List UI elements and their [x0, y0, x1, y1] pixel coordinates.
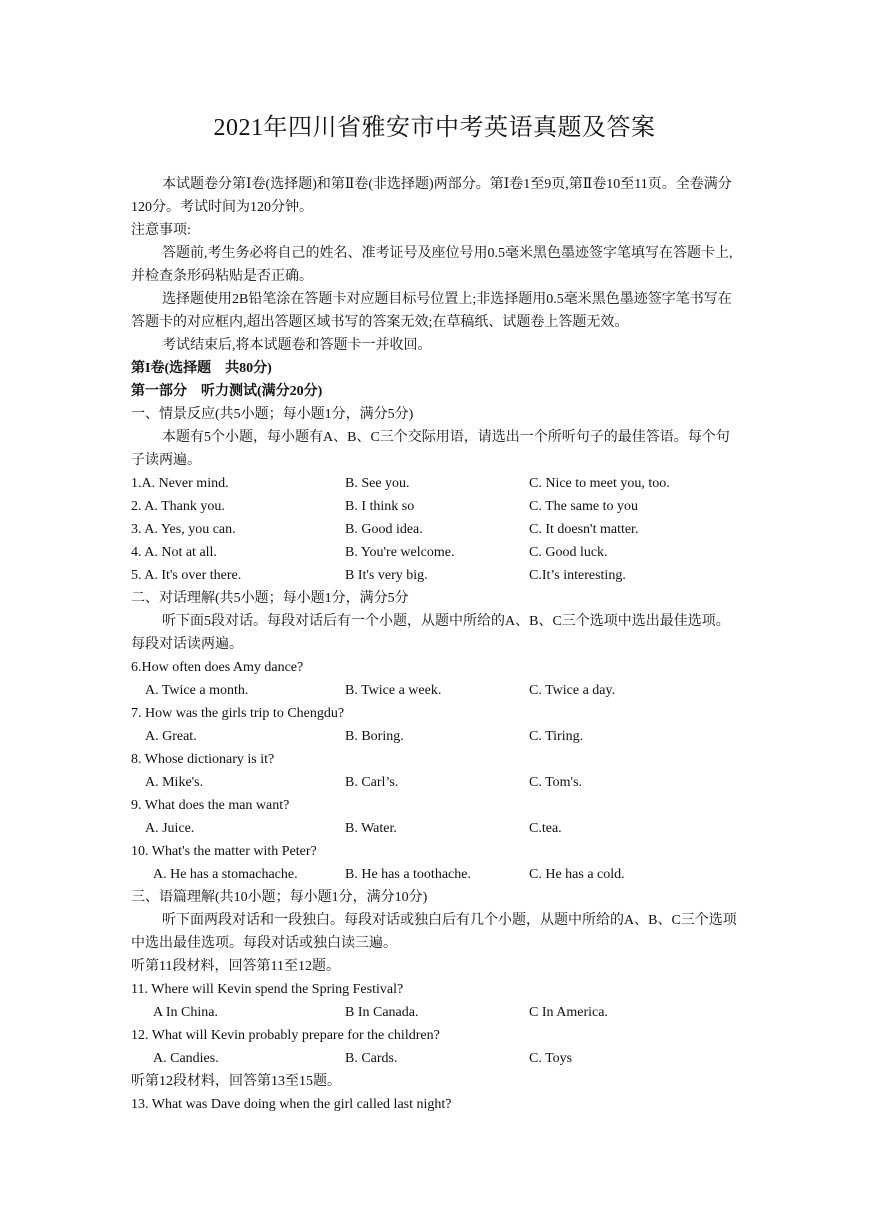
question-text: 6.How often does Amy dance? [131, 660, 304, 675]
options-row [131, 863, 743, 886]
notice-item-3: 考试结束后,将本试题卷和答题卡一并收回。 [162, 338, 432, 353]
option-c: C. Nice to meet you, too. [529, 476, 670, 491]
option-c: C In America. [529, 1005, 608, 1020]
option-a: A. Candies. [153, 1051, 219, 1066]
option-a: 5. A. It's over there. [131, 568, 242, 583]
option-b: B. Good idea. [345, 522, 423, 537]
options-row [131, 817, 743, 840]
options-row [131, 771, 743, 794]
material-note: 听第12段材料，回答第13至15题。 [131, 1074, 341, 1089]
option-b: B. See you. [345, 476, 410, 491]
options-row [131, 1047, 743, 1070]
option-a: A. Juice. [145, 821, 195, 836]
option-a: A. Twice a month. [145, 683, 249, 698]
question-row [131, 541, 743, 564]
intro-paragraph: 本试题卷分第Ⅰ卷(选择题)和第Ⅱ卷(非选择题)两部分。第Ⅰ卷1至9页,第Ⅱ卷10至11页。全卷满分120分。考试时间为120分钟。 [131, 177, 732, 215]
option-c: C. It doesn't matter. [529, 522, 639, 537]
question-row [131, 564, 743, 587]
sub3-instruction: 听下面两段对话和一段独白。每段对话或独白后有几个小题，从题中所给的A、B、C三个选项中选出最佳选项。每段对话或独白读三遍。 [131, 913, 737, 951]
option-c: C. Tom's. [529, 775, 583, 790]
option-b: B. You're welcome. [345, 545, 455, 560]
option-c: C. The same to you [529, 499, 639, 514]
option-a: 3. A. Yes, you can. [131, 522, 236, 537]
option-b: B. Boring. [345, 729, 404, 744]
question-text: 13. What was Dave doing when the girl called last night? [131, 1097, 452, 1112]
question-text: 7. How was the girls trip to Chengdu? [131, 706, 345, 721]
sub1-heading: 一、情景反应(共5小题；每小题1分，满分5分) [131, 407, 414, 422]
option-b: B. I think so [345, 499, 415, 514]
option-b: B In Canada. [345, 1005, 419, 1020]
question-text: 9. What does the man want? [131, 798, 290, 813]
sub1-instruction: 本题有5个小题，每小题有A、B、C三个交际用语，请选出一个所听句子的最佳答语。每个句子读两遍。 [131, 430, 730, 468]
page-title: 2021年四川省雅安市中考英语真题及答案 [213, 115, 656, 141]
material-note: 听第11段材料，回答第11至12题。 [131, 959, 340, 974]
option-b: B It's very big. [345, 568, 428, 583]
exam-content [131, 173, 743, 1116]
notice-item-1: 答题前,考生务必将自己的姓名、准考证号及座位号用0.5毫米黑色墨迹签字笔填写在答题卡上,并检查条形码粘贴是否正确。 [131, 246, 733, 284]
option-b: B. Cards. [345, 1051, 398, 1066]
notice-label: 注意事项: [131, 223, 191, 238]
option-c: C. He has a cold. [529, 867, 625, 882]
sub2-instruction: 听下面5段对话。每段对话后有一个小题，从题中所给的A、B、C三个选项中选出最佳选项。每段对话读两遍。 [131, 614, 730, 652]
question-row [131, 495, 743, 518]
option-a: A. Great. [145, 729, 197, 744]
option-b: B. He has a toothache. [345, 867, 471, 882]
option-c: C. Twice a day. [529, 683, 616, 698]
option-b: B. Water. [345, 821, 397, 836]
question-text: 12. What will Kevin probably prepare for the children? [131, 1028, 440, 1043]
question-row [131, 472, 743, 495]
sub2-heading: 二、对话理解(共5小题；每小题1分，满分5分 [131, 591, 409, 606]
option-a: A. He has a stomachache. [153, 867, 298, 882]
options-row [131, 1001, 743, 1024]
notice-item-2: 选择题使用2B铅笔涂在答题卡对应题目标号位置上;非选择题用0.5毫米黑色墨迹签字笔书写在答题卡的对应框内,超出答题区域书写的答案无效;在草稿纸、试题卷上答题无效。 [131, 292, 732, 330]
option-b: B. Twice a week. [345, 683, 442, 698]
option-a: 2. A. Thank you. [131, 499, 225, 514]
options-row [131, 679, 743, 702]
option-c: C. Toys [529, 1051, 573, 1066]
option-c: C. Tiring. [529, 729, 584, 744]
option-c: C.It’s interesting. [529, 568, 626, 583]
option-a: A. Mike's. [145, 775, 204, 790]
option-a: 4. A. Not at all. [131, 545, 217, 560]
option-c: C. Good luck. [529, 545, 608, 560]
question-text: 10. What's the matter with Peter? [131, 844, 317, 859]
options-row [131, 725, 743, 748]
question-text: 11. Where will Kevin spend the Spring Festival? [131, 982, 404, 997]
option-b: B. Carl’s. [345, 775, 399, 790]
option-c: C.tea. [529, 821, 562, 836]
option-a: A In China. [153, 1005, 218, 1020]
question-row [131, 518, 743, 541]
section1-heading: 第一部分 听力测试(满分20分) [131, 384, 323, 399]
part1-heading: 第I卷(选择题 共80分) [131, 361, 272, 376]
question-text: 8. Whose dictionary is it? [131, 752, 275, 767]
sub3-heading: 三、语篇理解(共10小题；每小题1分，满分10分) [131, 890, 428, 905]
option-a: 1.A. Never mind. [131, 476, 229, 491]
